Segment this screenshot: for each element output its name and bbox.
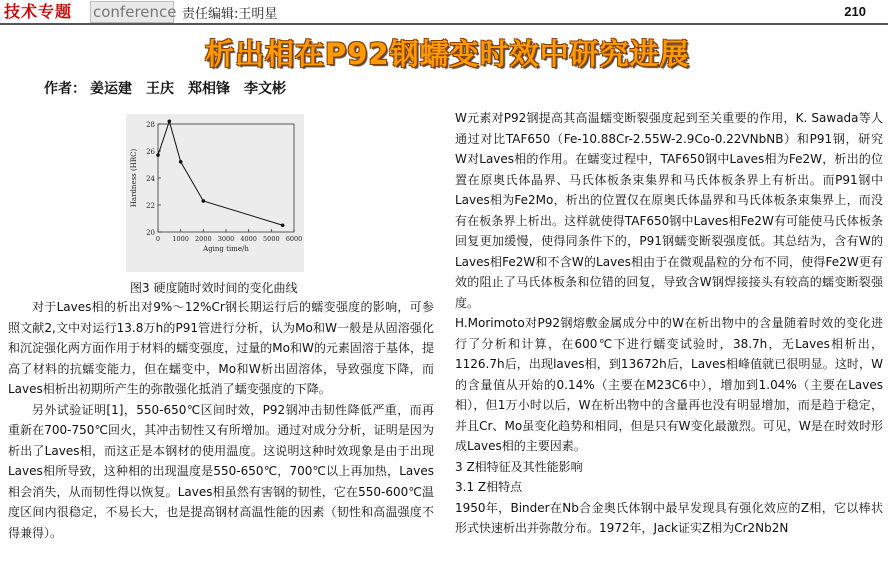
x-tick-label: 0 bbox=[155, 235, 161, 243]
subsection-heading: 3.1 Z相特点 bbox=[455, 480, 523, 494]
data-point bbox=[156, 153, 160, 157]
paragraph: 另外试验证明[1]，550-650℃区间时效，P92钢冲击韧性降低严重，而再重新在700-750℃回火，其冲击韧性又有所增加。通过对成分分析，证明是因为析出了Laves相，而这正是本钢材的使用温度。这说明这种时效现象是由于出现Laves相所导致，这种相的出现温度是550-650℃，700℃以上再加热，Laves相会消失，从而韧性得以恢复。Laves相虽然有害钢的韧性，它在550-600℃温度区间内很稳定，不易长大，也是提高钢材高温性能的因素（韧性和高温强度不得兼得）。 bbox=[8, 402, 434, 540]
paragraph: H.Morimoto对P92钢熔敷金属成分中的W在析出物中的含量随着时效的变化进行了分析和计算，在600℃下进行蠕变试验时，38.7h，无Laves相析出，1126.7h后，出现laves相，到13672h后，Laves相峰值就已很明显。这时，W的含量值从开始的0.14%（主要在M23C6中），增加到1.04%（主要在Laves相），但1万小时以后，W在析出物中的含量再也没有明显增加，而是趋于稳定，并且Cr、Mo虽变化趋势和相同，但是只有W变化最激烈。可见，W是在时效时形成Laves相的主要因素。 bbox=[455, 316, 883, 453]
y-axis-label: Hardness (HRC) bbox=[130, 148, 138, 208]
page-number: 210 bbox=[844, 4, 866, 19]
x-axis-label: Aging time/h bbox=[203, 245, 249, 253]
y-tick-label: 28 bbox=[146, 121, 155, 129]
y-tick-label: 26 bbox=[146, 148, 155, 156]
page-header bbox=[0, 0, 888, 24]
right-column bbox=[455, 108, 883, 539]
y-tick-label: 22 bbox=[146, 202, 155, 210]
data-point bbox=[281, 223, 285, 227]
article-title: 析出相在P92钢蠕变时效中研究进展 bbox=[205, 37, 690, 71]
section-heading: 3 Z相特征及其性能影响 bbox=[455, 459, 583, 474]
author-name: 姜运建 bbox=[90, 81, 132, 97]
paragraph: 对于Laves相的析出对9%～12%Cr钢长期运行后的蠕变强度的影响，可参照文献2,文中对运行13.8万h的P91管进行分析，认为Mo和W一般是从固溶强化和沉淀强化两方面作用于材料的蠕变强度，过量的Mo和W的元素固溶于基体，提高了材料的抗蠕变能力，但在蠕变中，Mo和W析出固溶体，导致强度下降，而Laves相析出初期所产生的弥散强化抵消了蠕变强度的下降。 bbox=[8, 300, 434, 396]
conference-label: conference bbox=[90, 1, 174, 23]
author-name: 王庆 bbox=[146, 81, 174, 97]
editor-credit: 责任编辑:王明星 bbox=[182, 7, 278, 22]
paragraph: W元素对P92钢提高其高温蠕变断裂强度起到至关重要的作用，K. Sawada等人通过对比TAF650（Fe-10.88Cr-2.55W-2.9Co-0.22VNbNB）和P91钢，研究W对Laves相的作用。在蠕变过程中，TAF650钢中Laves相为Fe2W，析出的位置在原奥氏体晶界、马氏体板条束集界和马氏体板条界上有析出。而P91钢中Laves相为Fe2Mo，析出的位置仅在原奥氏体晶界和马氏体板条束集界上，而没有在板条界上析出。这样就使得TAF650钢中Laves相Fe2W有可能使马氏体板条回复更加缓慢，使得同条件下的，P91钢蠕变断裂强度低。其总结为，含有W的Laves相Fe2W和不含W的Laves相由于在微观晶粒的分布不同，使得Fe2W更有效的阻止了马氏体板条和位错的回复，导致含W钢焊接接头有较高的蠕变断裂强度。 bbox=[455, 111, 883, 310]
plot-frame bbox=[158, 124, 294, 232]
figure-caption: 图3 硬度随时效时间的变化曲线 bbox=[130, 281, 298, 295]
x-tick-label: 1000 bbox=[172, 235, 189, 243]
header-divider bbox=[0, 23, 888, 25]
left-column bbox=[8, 297, 434, 543]
data-point bbox=[179, 160, 183, 164]
section-tag: 技术专题 bbox=[4, 1, 86, 22]
x-tick-label: 5000 bbox=[263, 235, 280, 243]
author-name: 李文彬 bbox=[244, 81, 286, 97]
data-point bbox=[168, 120, 172, 124]
x-tick-label: 4000 bbox=[240, 235, 257, 243]
x-tick-label: 2000 bbox=[195, 235, 212, 243]
author-name: 郑相锋 bbox=[188, 81, 230, 97]
paragraph: 1950年，Binder在Nb合金奥氏体钢中最早发现具有强化效应的Z相，它以棒状形式快速析出并弥散分布。1972年，Jack证实Z相为Cr2Nb2N bbox=[455, 500, 883, 535]
hardness-chart bbox=[126, 114, 304, 272]
author-line bbox=[44, 78, 300, 98]
authors-label: 作者： bbox=[44, 81, 86, 97]
x-tick-label: 6000 bbox=[285, 235, 303, 243]
series-line bbox=[158, 121, 283, 225]
hardness-figure bbox=[126, 114, 304, 272]
data-point bbox=[202, 199, 206, 203]
y-tick-label: 24 bbox=[146, 175, 155, 183]
x-tick-label: 3000 bbox=[217, 235, 235, 243]
y-tick-label: 20 bbox=[146, 229, 155, 237]
